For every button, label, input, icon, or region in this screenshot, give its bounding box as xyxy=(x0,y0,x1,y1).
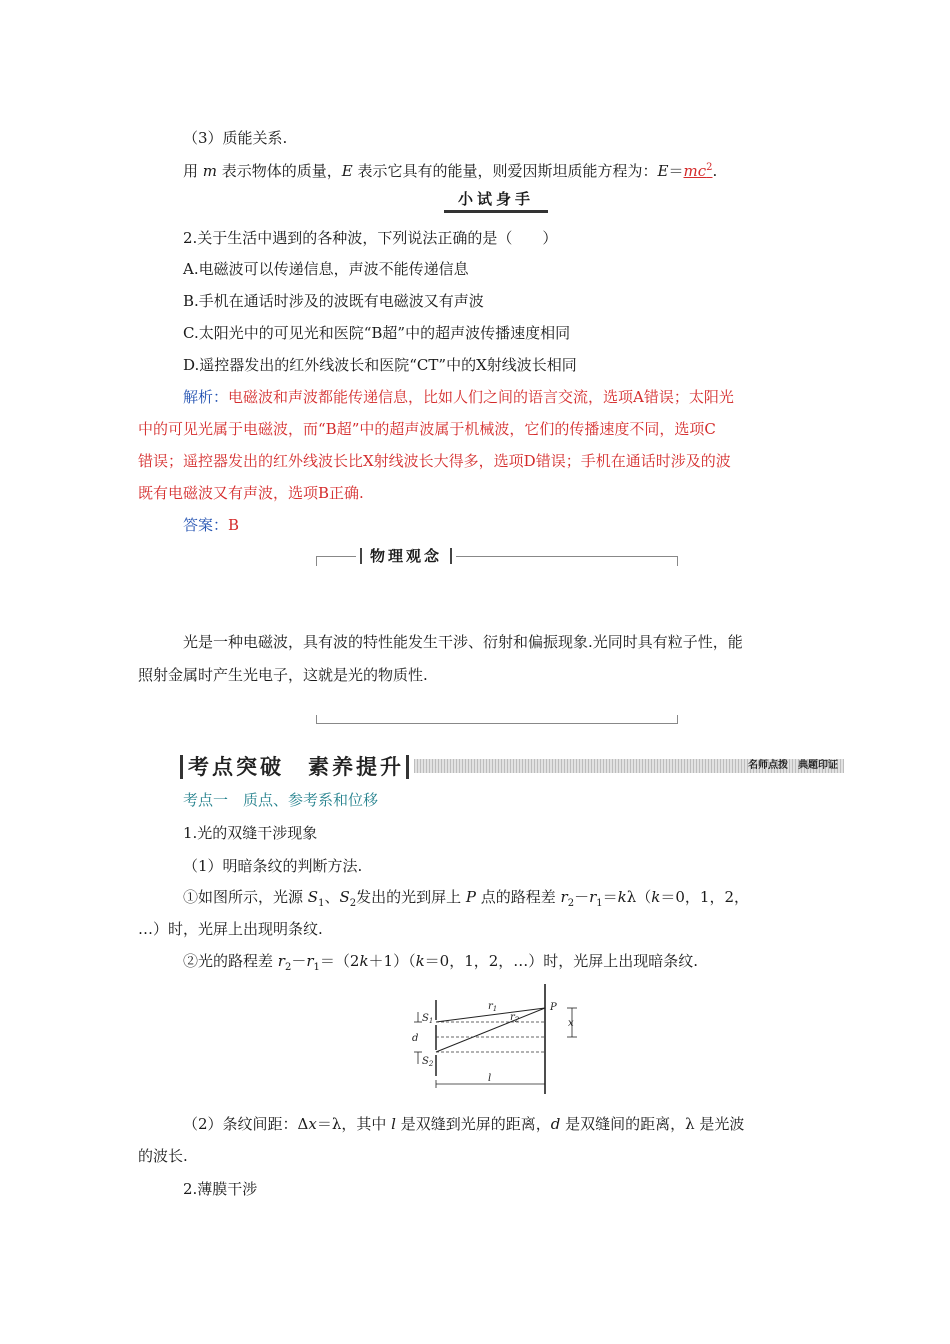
analysis-line-1: 解析：电磁波和声波都能传递信息，比如人们之间的语言交流，选项A错误；太阳光 xyxy=(183,388,734,406)
fig-label-d: d xyxy=(412,1033,419,1044)
analysis-line-3: 错误；遥控器发出的红外线波长比X射线波长大得多，选项D错误；手机在通话时涉及的波 xyxy=(138,452,731,470)
paragraph-mass-energy-equation: 用 m 表示物体的质量，E 表示它具有的能量，则爱因斯坦质能方程为：$E=mc^2$. xyxy=(183,162,718,180)
section-title: 考点突破 素养提升 xyxy=(188,755,404,779)
paragraph-mass-energy-heading: （3）质能关系. xyxy=(183,129,288,147)
equation-answer: $mc^2$ xyxy=(683,162,713,180)
answer-line xyxy=(183,514,239,536)
section-subtitle: 名师点拨 典题印证 xyxy=(748,760,838,771)
physics-concept-title: 物理观念 xyxy=(356,545,456,567)
bright-fringe-condition-line-2: …）时，光屏上出现明条纹. xyxy=(138,920,323,938)
topic-double-slit: 1.光的双缝干涉现象 xyxy=(183,824,318,842)
answer-value: B xyxy=(228,516,240,534)
small-test-banner-rule xyxy=(444,210,548,213)
question-stem: 2.关于生活中遇到的各种波，下列说法正确的是（ ） xyxy=(183,229,558,247)
answer-label: 答案： xyxy=(183,516,229,534)
section-header xyxy=(180,753,844,781)
analysis-line-2: 中的可见光属于电磁波，而“B超”中的超声波属于机械波，它们的传播速度不同，选项C xyxy=(138,420,716,438)
concept-line-2: 照射金属时产生光电子，这就是光的物质性. xyxy=(138,666,428,684)
option-a: A.电磁波可以传递信息，声波不能传递信息 xyxy=(183,260,469,278)
bright-fringe-condition-line-1: ①如图所示，光源 $S_1$、$S_2$发出的光到屏上 P 点的路程差 $r_2-r_1=k\lambda(k=0$，1，2， xyxy=(183,888,750,909)
analysis-line-4: 既有电磁波又有声波，选项B正确. xyxy=(138,484,364,502)
fig-label-r1: $r_1$ xyxy=(488,1001,498,1013)
option-d: D.遥控器发出的红外线波长和医院“CT”中的X射线波长相同 xyxy=(183,356,577,374)
topic-thin-film: 2.薄膜干涉 xyxy=(183,1180,258,1198)
fringe-spacing-line-1: （2）条纹间距：Δx＝λ，其中 l 是双缝到光屏的距离，d 是双缝间的距离，λ 是光波 xyxy=(183,1115,745,1133)
fig-label-x: x xyxy=(568,1018,574,1029)
option-c: C.太阳光中的可见光和医院“B超”中的超声波传播速度相同 xyxy=(183,324,571,342)
small-test-banner xyxy=(444,188,548,214)
fig-label-l: l xyxy=(488,1073,492,1084)
fringe-spacing-line-2: 的波长. xyxy=(138,1147,188,1165)
fig-label-s1: $S_1$ xyxy=(422,1013,434,1025)
fig-label-p: P xyxy=(550,1002,557,1013)
analysis-label: 解析： xyxy=(183,388,229,406)
double-slit-diagram xyxy=(404,980,596,1098)
small-test-banner-label: 小试身手 xyxy=(457,190,534,208)
fig-label-r2: $r_2$ xyxy=(510,1012,520,1024)
option-b: B.手机在通话时涉及的波既有电磁波又有声波 xyxy=(183,292,484,310)
fig-label-s2: $S_2$ xyxy=(422,1056,434,1068)
key-point-heading: 考点一 质点、参考系和位移 xyxy=(183,791,379,809)
subtopic-judgement: （1）明暗条纹的判断方法. xyxy=(183,857,363,875)
dark-fringe-condition: ②光的路程差 $r_2-r_1=(2k+1)(k=0$，1，2，…）时，光屏上出现暗条纹. xyxy=(183,952,699,973)
concept-line-1: 光是一种电磁波，具有波的特性能发生干涉、衍射和偏振现象.光同时具有粒子性，能 xyxy=(183,633,743,651)
